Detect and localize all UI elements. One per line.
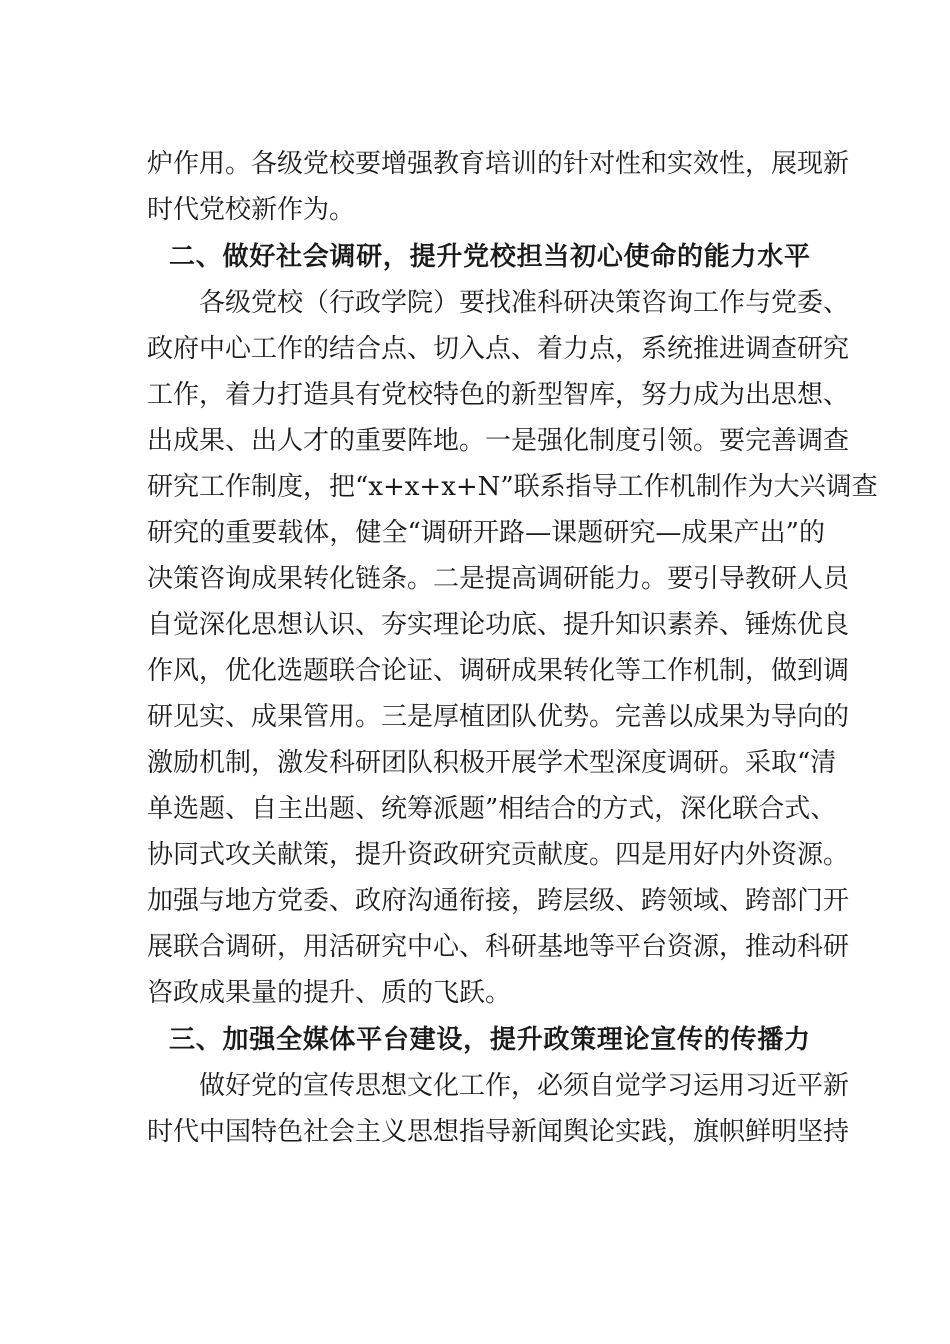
paragraph-line — [0, 142, 950, 186]
line-text: 炉作用。各级党校要增强教育培训的针对性和实效性，展现新 — [147, 149, 850, 179]
line-text: 自觉深化思想认识、夯实理论功底、提升知识素养、锤炼优良 — [147, 610, 850, 640]
paragraph-line — [0, 649, 950, 693]
paragraph-line — [0, 741, 950, 785]
paragraph-line — [0, 603, 950, 647]
paragraph-line — [0, 281, 950, 325]
line-text: 工作，着力打造具有党校特色的新型智库，努力成为出思想、 — [147, 380, 850, 410]
paragraph-line — [0, 1110, 950, 1154]
paragraph-line — [0, 557, 950, 601]
line-text: 展联合调研，用活研究中心、科研基地等平台资源，推动科研 — [147, 932, 850, 962]
line-text: 研究的重要载体，健全“调研开路—课题研究—成果产出”的 — [147, 518, 825, 548]
paragraph-line — [0, 879, 950, 923]
line-text: 加强与地方党委、政府沟通衔接，跨层级、跨领域、跨部门开 — [147, 886, 850, 916]
paragraph-line — [0, 511, 950, 555]
line-text: 做好党的宣传思想文化工作，必须自觉学习运用习近平新 — [199, 1071, 850, 1101]
paragraph-line — [0, 1064, 950, 1108]
paragraph-line — [0, 373, 950, 417]
line-text: 作风，优化选题联合论证、调研成果转化等工作机制，做到调 — [147, 656, 850, 686]
line-text: 激励机制，激发科研团队积极开展学术型深度调研。采取“清 — [147, 748, 837, 778]
line-text: 出成果、出人才的重要阵地。一是强化制度引领。要完善调查 — [147, 426, 850, 456]
paragraph-line — [0, 695, 950, 739]
paragraph-line — [0, 419, 950, 463]
section-heading — [0, 1018, 950, 1062]
line-text: 决策咨询成果转化链条。二是提高调研能力。要引导教研人员 — [147, 564, 850, 594]
paragraph-line — [0, 925, 950, 969]
line-text: 政府中心工作的结合点、切入点、着力点，系统推进调查研究 — [147, 334, 850, 364]
line-text: 协同式攻关献策，提升资政研究贡献度。四是用好内外资源。 — [147, 840, 850, 870]
line-text: 时代中国特色社会主义思想指导新闻舆论实践，旗帜鲜明坚持 — [147, 1117, 850, 1147]
line-text: 时代党校新作为。 — [147, 195, 356, 225]
paragraph-line — [0, 971, 950, 1015]
line-text: 咨政成果量的提升、质的飞跃。 — [147, 978, 512, 1008]
line-text: 单选题、自主出题、统筹派题”相结合的方式，深化联合式、 — [147, 794, 837, 824]
paragraph-line — [0, 188, 950, 232]
paragraph-line — [0, 833, 950, 877]
line-text: 各级党校（行政学院）要找准科研决策咨询工作与党委、 — [199, 288, 850, 318]
line-text: 研见实、成果管用。三是厚植团队优势。完善以成果为导向的 — [147, 702, 850, 732]
paragraph-line — [0, 465, 950, 509]
heading-text: 三、加强全媒体平台建设，提升政策理论宣传的传播力 — [169, 1025, 810, 1055]
heading-text: 二、做好社会调研，提升党校担当初心使命的能力水平 — [169, 242, 810, 272]
paragraph-line — [0, 787, 950, 831]
section-heading — [0, 235, 950, 279]
line-text: 研究工作制度，把“x+x+x+N”联系指导工作机制作为大兴调查 — [147, 472, 878, 502]
paragraph-line — [0, 327, 950, 371]
